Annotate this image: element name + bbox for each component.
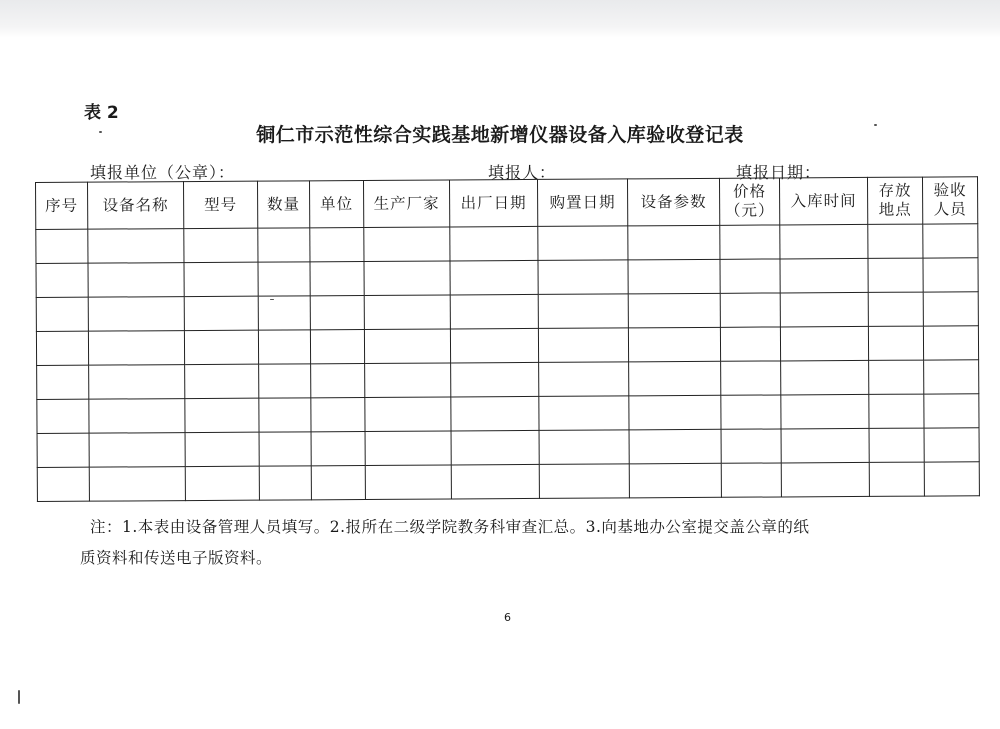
- table-cell: [259, 466, 311, 500]
- table-row: [36, 292, 978, 332]
- col-header-index: 序号: [36, 182, 88, 229]
- table-cell: [628, 327, 720, 362]
- table-cell: [451, 396, 539, 431]
- table-cell: [780, 292, 868, 327]
- table-body: [36, 224, 980, 502]
- table-cell: [538, 294, 628, 329]
- table-cell: [721, 463, 781, 497]
- table-cell: [450, 294, 538, 329]
- scan-speck: [874, 124, 877, 126]
- table-cell: [720, 225, 780, 259]
- table-cell: [539, 430, 629, 465]
- table-cell: [781, 428, 869, 463]
- table-cell: [184, 228, 258, 262]
- table-cell: [923, 326, 978, 360]
- table-cell: [868, 224, 923, 258]
- table-cell: [924, 428, 979, 462]
- footnote-line-2: 质资料和传送电子版资料。: [80, 549, 273, 567]
- table-row: [37, 394, 979, 434]
- table-cell: [629, 361, 721, 396]
- table-cell: [184, 330, 258, 364]
- table-cell: [259, 398, 311, 432]
- date-label: 填报日期：: [736, 163, 822, 182]
- col-header-quantity: 数量: [257, 181, 309, 228]
- table-cell: [36, 263, 88, 297]
- col-header-production-date: 出厂日期: [449, 179, 537, 227]
- table-row: [36, 326, 978, 366]
- table-cell: [539, 464, 629, 499]
- table-cell: [869, 428, 924, 462]
- table-cell: [538, 260, 628, 295]
- table-cell: [88, 331, 184, 366]
- footnote-line-1: 注：1.本表由设备管理人员填写。2.报所在二级学院教务科审查汇总。3.向基地办公室提交盖公章的纸: [90, 518, 810, 536]
- col-header-parameters: 设备参数: [627, 178, 719, 226]
- scan-speck: [270, 299, 274, 300]
- table-cell: [869, 394, 924, 428]
- unit-label: 填报单位（公章）：: [90, 163, 236, 182]
- table-cell: [923, 224, 978, 258]
- col-header-storage-location: 存放 地点: [867, 177, 922, 224]
- table-cell: [364, 295, 450, 330]
- table-cell: [781, 462, 869, 497]
- table-cell: [89, 365, 185, 400]
- table-cell: [258, 228, 310, 262]
- table-cell: [721, 429, 781, 463]
- table-cell: [364, 227, 450, 262]
- filler-label: 填报人：: [488, 163, 557, 182]
- table-cell: [37, 365, 89, 399]
- table-cell: [721, 395, 781, 429]
- document-title: 铜仁市示范性综合实践基地新增仪器设备入库验收登记表: [256, 124, 744, 146]
- table-cell: [365, 431, 451, 466]
- table-cell: [780, 326, 868, 361]
- table-cell: [924, 360, 979, 394]
- scan-speck: [18, 690, 20, 704]
- table-cell: [628, 225, 720, 260]
- table-cell: [89, 433, 185, 468]
- table-cell: [450, 226, 538, 261]
- table-cell: [365, 363, 451, 398]
- table-cell: [259, 432, 311, 466]
- table-cell: [629, 429, 721, 464]
- table-cell: [868, 292, 923, 326]
- col-header-inspector: 验收 人员: [922, 177, 977, 224]
- table-cell: [185, 364, 259, 398]
- table-cell: [89, 399, 185, 434]
- table-cell: [924, 462, 979, 496]
- footnote: [80, 512, 950, 574]
- table-cell: [450, 328, 538, 363]
- table-cell: [869, 360, 924, 394]
- table-cell: [89, 467, 185, 502]
- table-cell: [364, 261, 450, 296]
- table-cell: [37, 467, 89, 501]
- table-cell: [781, 360, 869, 395]
- scan-speck: [99, 131, 102, 133]
- table-cell: [868, 258, 923, 292]
- table-cell: [311, 397, 365, 431]
- table-cell: [720, 293, 780, 327]
- table-cell: [451, 464, 539, 499]
- table-row: [37, 462, 979, 502]
- col-header-model: 型号: [184, 181, 258, 228]
- col-header-manufacturer: 生产厂家: [363, 180, 449, 228]
- table-cell: [539, 362, 629, 397]
- table-cell: [628, 293, 720, 328]
- table-header-row: [36, 177, 978, 230]
- table-cell: [924, 394, 979, 428]
- table-cell: [310, 329, 364, 363]
- table-cell: [628, 259, 720, 294]
- table-cell: [868, 326, 923, 360]
- table-cell: [184, 262, 258, 296]
- table-cell: [184, 296, 258, 330]
- table-cell: [629, 463, 721, 498]
- table-cell: [365, 465, 451, 500]
- table-cell: [780, 224, 868, 259]
- col-header-storage-time: 入库时间: [779, 177, 867, 225]
- table-label: 表 2: [84, 103, 119, 123]
- table-cell: [869, 462, 924, 496]
- col-header-equipment-name: 设备名称: [88, 182, 184, 230]
- table-cell: [311, 363, 365, 397]
- table-cell: [629, 395, 721, 430]
- table-cell: [365, 397, 451, 432]
- table-cell: [538, 328, 628, 363]
- table-row: [36, 224, 978, 264]
- table-cell: [721, 361, 781, 395]
- table-cell: [36, 297, 88, 331]
- table-cell: [88, 263, 184, 298]
- table-cell: [37, 433, 89, 467]
- table-cell: [185, 466, 259, 500]
- table-cell: [539, 396, 629, 431]
- table-cell: [923, 292, 978, 326]
- table-cell: [364, 329, 450, 364]
- col-header-purchase-date: 购置日期: [537, 179, 627, 227]
- table-cell: [311, 431, 365, 465]
- table-cell: [88, 297, 184, 332]
- table-cell: [451, 430, 539, 465]
- table-cell: [88, 229, 184, 264]
- table-cell: [310, 227, 364, 261]
- registration-table: [35, 176, 980, 502]
- table-cell: [258, 296, 310, 330]
- table-cell: [923, 258, 978, 292]
- table-cell: [36, 331, 88, 365]
- table-cell: [258, 330, 310, 364]
- table-cell: [185, 432, 259, 466]
- table-cell: [780, 258, 868, 293]
- table-cell: [310, 261, 364, 295]
- table-cell: [36, 229, 88, 263]
- table-cell: [185, 398, 259, 432]
- table-cell: [538, 226, 628, 261]
- page-number: 6: [504, 611, 511, 624]
- table-cell: [259, 364, 311, 398]
- table-cell: [451, 362, 539, 397]
- table-row: [36, 258, 978, 298]
- table-row: [37, 360, 979, 400]
- table-cell: [781, 394, 869, 429]
- table-cell: [311, 465, 365, 499]
- table-cell: [310, 295, 364, 329]
- table-cell: [450, 260, 538, 295]
- col-header-price: 价格 （元）: [719, 178, 779, 225]
- table-row: [37, 428, 979, 468]
- col-header-unit: 单位: [309, 180, 363, 227]
- table-cell: [720, 259, 780, 293]
- table-cell: [258, 262, 310, 296]
- table-cell: [720, 327, 780, 361]
- table-cell: [37, 399, 89, 433]
